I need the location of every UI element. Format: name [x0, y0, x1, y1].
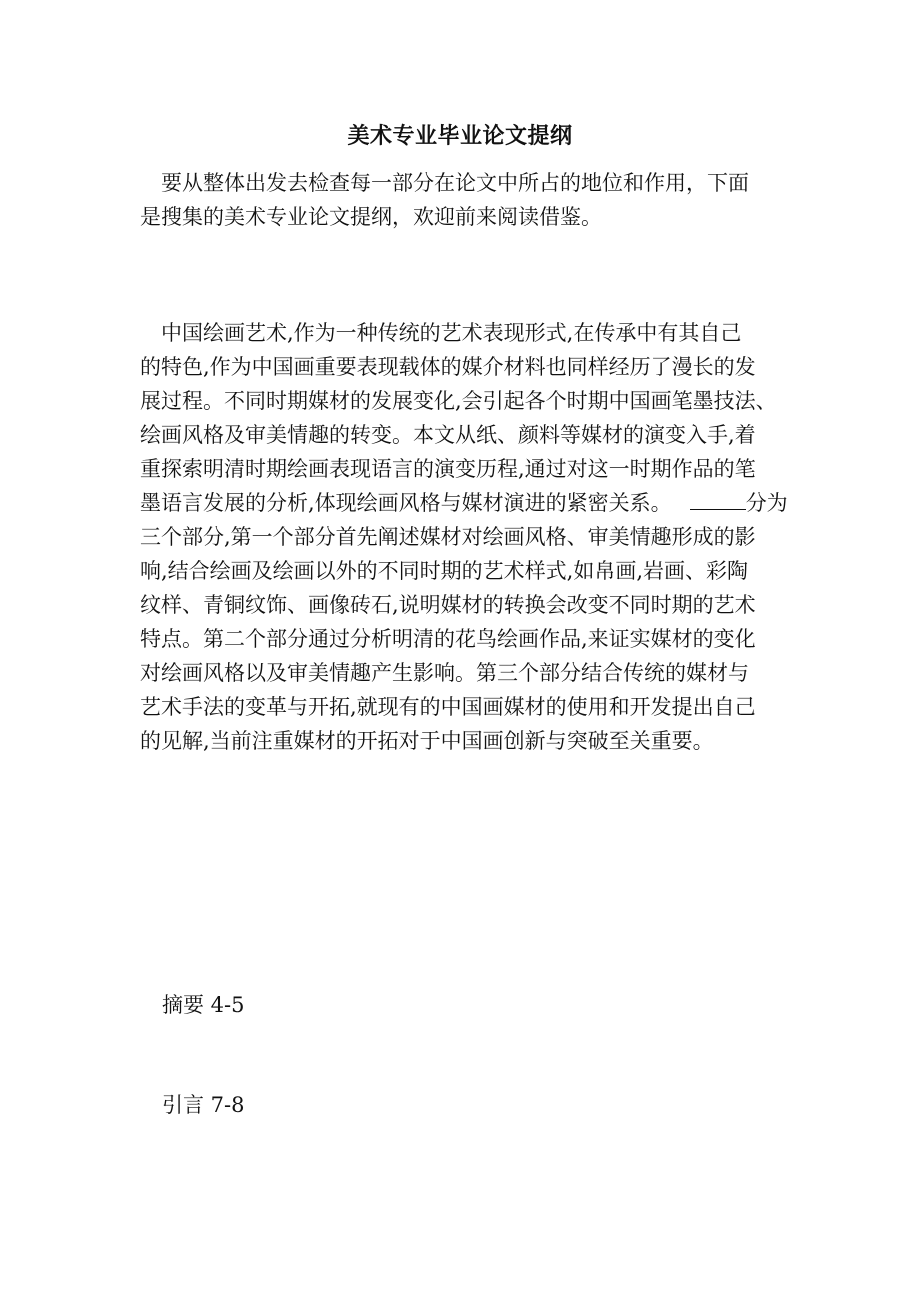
toc-item-abstract: 摘要 4-5	[162, 993, 245, 1017]
body-line: 的特色,作为中国画重要表现载体的媒介材料也同样经历了漫长的发	[140, 355, 756, 379]
intro-paragraph	[140, 166, 780, 234]
intro-line: 是搜集的美术专业论文提纲，欢迎前来阅读借鉴。	[140, 205, 602, 229]
toc-item-introduction: 引言 7-8	[162, 1093, 245, 1117]
fill-in-blank	[690, 491, 746, 510]
blank-suffix: 分为	[745, 491, 788, 515]
body-line: 展过程。不同时期媒材的发展变化,会引起各个时期中国画笔墨技法、	[140, 389, 777, 413]
body-line: 艺术手法的变革与开拓,就现有的中国画媒材的使用和开发提出自己	[140, 695, 756, 719]
body-line: 响,结合绘画及绘画以外的不同时期的艺术样式,如帛画,岩画、彩陶	[140, 559, 749, 583]
body-line: 纹样、青铜纹饰、画像砖石,说明媒材的转换会改变不同时期的艺术	[140, 593, 756, 617]
body-line: 中国绘画艺术,作为一种传统的艺术表现形式,在传承中有其自己	[161, 321, 742, 345]
body-line-with-blank	[140, 486, 788, 520]
body-paragraph	[140, 316, 788, 758]
body-line: 重探索明清时期绘画表现语言的演变历程,通过对这一时期作品的笔	[140, 457, 756, 481]
body-line: 的见解,当前注重媒材的开拓对于中国画创新与突破至关重要。	[140, 729, 714, 753]
body-line: 对绘画风格以及审美情趣产生影响。第三个部分结合传统的媒材与	[140, 661, 749, 685]
body-line: 特点。第二个部分通过分析明清的花鸟绘画作品,来证实媒材的变化	[140, 627, 756, 651]
document-title: 美术专业毕业论文提纲	[347, 123, 573, 149]
body-line-text: 墨语言发展的分析,体现绘画风格与媒材演进的紧密关系。	[140, 491, 672, 515]
body-line: 三个部分,第一个部分首先阐述媒材对绘画风格、审美情趣形成的影	[140, 525, 756, 549]
intro-line: 要从整体出发去检查每一部分在论文中所占的地位和作用，下面	[161, 171, 749, 195]
body-line: 绘画风格及审美情趣的转变。本文从纸、颜料等媒材的演变入手,着	[140, 423, 756, 447]
